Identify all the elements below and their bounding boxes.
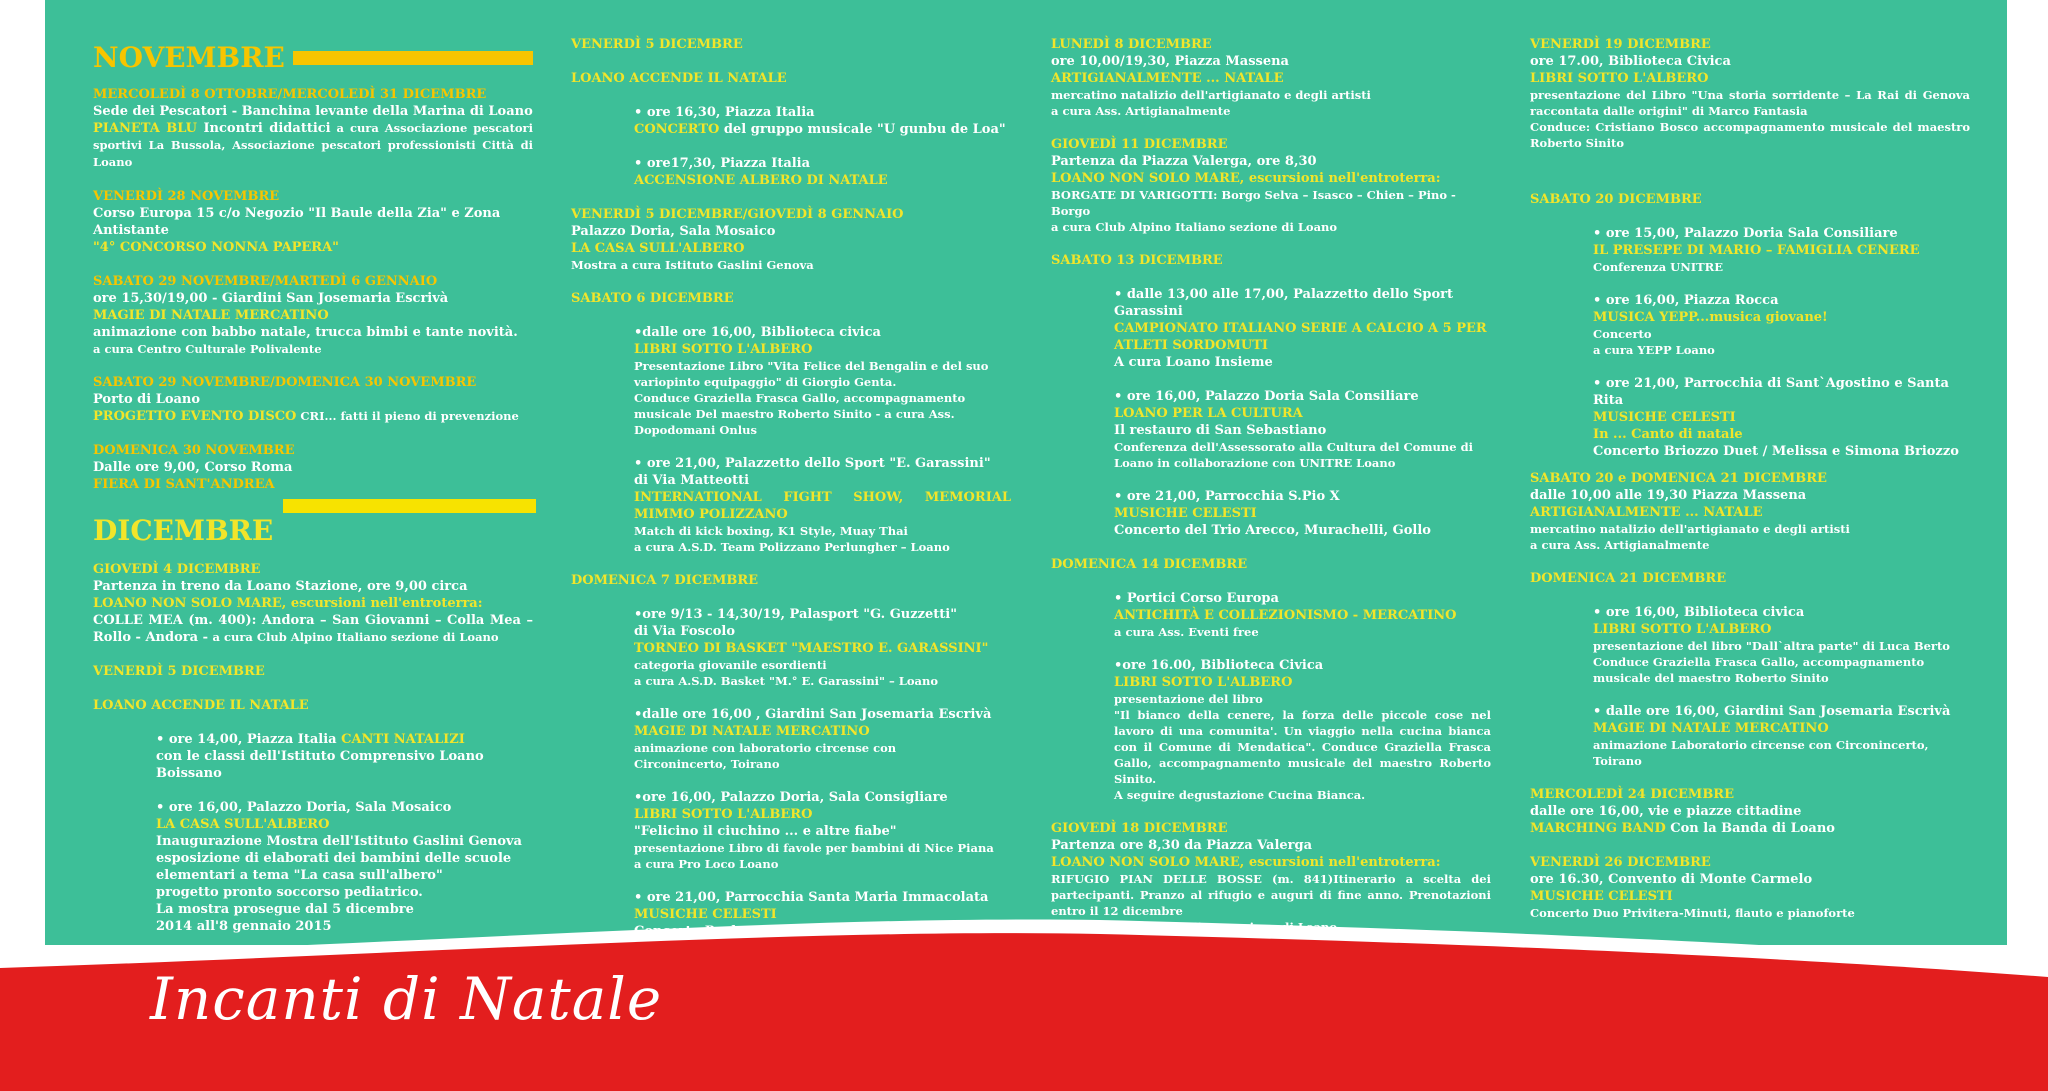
event-item: DOMENICA 7 DICEMBRE xyxy=(571,573,759,588)
event-item: VENERDÌ 5 DICEMBRE LOANO ACCENDE IL NATALE xyxy=(93,664,309,713)
sub-event-item: •dalle ore 16,00, Biblioteca civica LIBRI SOTTO L'ALBERO Presentazione Libro "Vita Felice del Bengalin e del suo variopinto equipaggio" di Giorgio Genta. Conduce Graziella Frasca Gallo, accompagnamento musicale Del maestro Roberto Sinito - a cura Ass. Dopodomani Onlus xyxy=(634,325,989,437)
sub-event-item: • ore 14,00, Piazza Italia CANTI NATALIZI con le classi dell'Istituto Comprensivo Loano Boissano xyxy=(156,732,484,781)
column-3 xyxy=(1051,36,1491,952)
event-item: MERCOLEDÌ 8 OTTOBRE/MERCOLEDÌ 31 DICEMBRE Sede dei Pescatori - Banchina levante della Marina di Loano PIANETA BLU Incontri didattici a cura Associazione pescatori sportivi La Bussola, Associazione pescatori professionisti Città di Loano xyxy=(93,87,533,169)
event-item: SABATO 20 DICEMBRE xyxy=(1530,192,1702,207)
sub-event-item: • ore17,30, Piazza Italia ACCENSIONE ALBERO DI NATALE xyxy=(634,156,888,188)
event-item: LUNEDÌ 8 DICEMBRE ore 10,00/19,30, Piazza Massena ARTIGIANALMENTE ... NATALE mercatino natalizio dell'artigianato e degli artisti a cura Ass. Artigianalmente xyxy=(1051,37,1371,118)
sub-event-item: • ore 15,00, Palazzo Doria Sala Consiliare IL PRESEPE DI MARIO – FAMIGLIA CENERE Conferenza UNITRE xyxy=(1593,226,1920,274)
sub-event-item: • ore 16,00, Biblioteca civica LIBRI SOTTO L'ALBERO presentazione del libro "Dall`altra parte" di Luca Berto Conduce Graziella Frasca Gallo, accompagnamento musicale del maestro Roberto Sinito xyxy=(1593,605,1950,685)
month-heading-dicembre: DICEMBRE xyxy=(93,513,533,549)
sub-event-item: •ore 9/13 - 14,30/19, Palasport "G. Guzzetti" di Via Foscolo TORNEO DI BASKET "MAESTRO E. GARASSINI" categoria giovanile esordienti a cura A.S.D. Basket "M.° E. Garassini" – Loano xyxy=(634,607,989,688)
sub-event-item: •ore 16,00, Palazzo Doria, Sala Consigliare LIBRI SOTTO L'ALBERO "Felicino il ciuchino ... e altre fiabe" presentazione Libro di favole per bambini di Nice Piana a cura Pro Loco Loano xyxy=(634,790,994,871)
sub-event-item: • ore 21,00, Parrocchia S.Pio X MUSICHE CELESTI Concerto del Trio Arecco, Murachelli, Gollo xyxy=(1114,489,1431,538)
event-item: VENERDÌ 5 DICEMBRE LOANO ACCENDE IL NATALE xyxy=(571,37,787,86)
sub-event-item: • dalle ore 16,00, Giardini San Josemaria Escrivà MAGIE DI NATALE MERCATINO animazione Laboratorio circense con Circonincerto, Toirano xyxy=(1593,704,1951,768)
event-item: DOMENICA 21 DICEMBRE xyxy=(1530,571,1727,586)
event-item: GIOVEDÌ 18 DICEMBRE Partenza ore 8,30 da Piazza Valerga LOANO NON SOLO MARE, escursioni nell'entroterra: RIFUGIO PIAN DELLE BOSSE (m. 841)Itinerario a scelta dei partecipanti. Pranzo al rifugio e auguri di fine anno. Prenotazioni entro il 12 dicembre a cura Club Alpino Italiano sezione di Loano xyxy=(1051,821,1491,934)
brochure-title: Incanti di Natale xyxy=(150,965,663,1033)
event-item: VENERDÌ 19 DICEMBRE ore 17.00, Biblioteca Civica LIBRI SOTTO L'ALBERO presentazione del Libro "Una storia sorridente – La Rai di Genova raccontata dalle origini" di Marco Fantasia Conduce: Cristiano Bosco accompagnamento musicale del maestro Roberto Sinito xyxy=(1530,37,1970,150)
event-item: DOMENICA 30 NOVEMBRE Dalle ore 9,00, Corso Roma FIERA DI SANT'ANDREA xyxy=(93,443,295,492)
sub-event-item: • Portici Corso Europa ANTICHITÀ E COLLEZIONISMO - MERCATINO a cura Ass. Eventi free xyxy=(1114,591,1457,639)
event-item: GIOVEDÌ 11 DICEMBRE Partenza da Piazza Valerga, ore 8,30 LOANO NON SOLO MARE, escursioni nell'entroterra: BORGATE DI VARIGOTTI: Borgo Selva – Isasco – Chien – Pino - Borgo a cura Club Alpino Italiano sezione di Loano xyxy=(1051,137,1456,234)
column-1 xyxy=(93,36,533,952)
event-item: GIOVEDÌ 4 DICEMBRE Partenza in treno da Loano Stazione, ore 9,00 circa LOANO NON SOLO MARE, escursioni nell'entroterra: COLLE MEA (m. 400): Andora – San Giovanni – Colla Mea – Rollo - Andora - a cura Club Alpino Italiano sezione di Loano xyxy=(93,562,533,645)
event-item: MERCOLEDÌ 24 DICEMBRE dalle ore 16,00, vie e piazze cittadine MARCHING BAND Con la Banda di Loano xyxy=(1530,787,1835,836)
event-item: VENERDÌ 28 NOVEMBRE Corso Europa 15 c/o Negozio "Il Baule della Zia" e Zona Antistante "4° CONCORSO NONNA PAPERA" xyxy=(93,189,501,255)
sub-event-item: • ore 16,00, Piazza Rocca MUSICA YEPP...musica giovane! Concerto a cura YEPP Loano xyxy=(1593,293,1828,357)
sub-event-item: • dalle 13,00 alle 17,00, Palazzetto dello Sport Garassini CAMPIONATO ITALIANO SERIE A CALCIO A 5 PER ATLETI SORDOMUTI A cura Loano Insieme xyxy=(1114,287,1487,370)
sub-event-item: • ore 21,00, Parrocchia Santa Maria Immacolata MUSICHE CELESTI Concerto Paola Arecco xyxy=(634,890,989,939)
heading-bar xyxy=(283,499,536,513)
sub-event-item: • ore 16,00, Palazzo Doria Sala Consiliare LOANO PER LA CULTURA Il restauro di San Sebastiano Conferenza dell'Assessorato alla Cultura del Comune di Loano in collaborazione con UNITRE Loano xyxy=(1114,389,1473,470)
sub-event-item: •ore 16.00, Biblioteca Civica LIBRI SOTTO L'ALBERO presentazione del libro "Il bianco della cenere, la forza delle piccole cose nel lavoro di una comunita'. Un viaggio nella cucina bianca con il Comune di Mendatica". Conduce Graziella Frasca Gallo, accompagnamento musicale del maestro Roberto Sinito. A seguire degustazione Cucina Bianca. xyxy=(1114,658,1491,802)
event-item: SABATO 6 DICEMBRE xyxy=(571,291,734,306)
month-heading-novembre: NOVEMBRE xyxy=(93,40,533,76)
event-item: VENERDÌ 5 DICEMBRE/GIOVEDÌ 8 GENNAIO Palazzo Doria, Sala Mosaico LA CASA SULL'ALBERO Mostra a cura Istituto Gaslini Genova xyxy=(571,207,904,272)
heading-bar xyxy=(293,51,533,65)
event-item: DOMENICA 14 DICEMBRE xyxy=(1051,557,1248,572)
sub-event-item: • ore 16,30, Piazza Italia CONCERTO del gruppo musicale "U gunbu de Loa" xyxy=(634,105,1006,137)
column-4 xyxy=(1530,36,1970,938)
sub-event-item: •dalle ore 16,00 , Giardini San Josemaria Escrivà MAGIE DI NATALE MERCATINO animazione con laboratorio circense con Circonincerto, Toirano xyxy=(634,707,992,771)
sub-event-item: • ore 21,00, Palazzetto dello Sport "E. Garassini" di Via Matteotti INTERNATIONAL FIGHT SHOW, MEMORIAL MIMMO POLIZZANO Match di kick boxing, K1 Style, Muay Thai a cura A.S.D. Team Polizzano Perlungher – Loano xyxy=(634,456,1011,554)
event-item: VENERDÌ 26 DICEMBRE ore 16.30, Convento di Monte Carmelo MUSICHE CELESTI Concerto Duo Privitera-Minuti, flauto e pianoforte xyxy=(1530,855,1855,920)
sub-event-item: • ore 21,00, Parrocchia di Sant`Agostino e Santa Rita MUSICHE CELESTI In ... Canto di natale Concerto Briozzo Duet / Melissa e Simona Briozzo xyxy=(1593,376,1959,459)
event-item: SABATO 29 NOVEMBRE/DOMENICA 30 NOVEMBRE Porto di Loano PROGETTO EVENTO DISCO CRI... fatti il pieno di prevenzione xyxy=(93,375,519,424)
event-item: SABATO 20 e DOMENICA 21 DICEMBRE dalle 10,00 alle 19,30 Piazza Massena ARTIGIANALMENTE ... NATALE mercatino natalizio dell'artigianato e degli artisti a cura Ass. Artigianalmente xyxy=(1530,471,1850,552)
event-item: SABATO 29 NOVEMBRE/MARTEDÌ 6 GENNAIO ore 15,30/19,00 - Giardini San Josemaria Escrivà MAGIE DI NATALE MERCATINO animazione con babbo natale, trucca bimbi e tante novità. a cura Centro Culturale Polivalente xyxy=(93,274,518,356)
sub-event-item: • ore 16,00, Palazzo Doria, Sala Mosaico LA CASA SULL'ALBERO Inaugurazione Mostra dell'Istituto Gaslini Genova esposizione di elaborati dei bambini delle scuole elementari a tema "La casa sull'albero" progetto pronto soccorso pediatrico. La mostra prosegue dal 5 dicembre 2014 all'8 gennaio 2015 xyxy=(156,800,522,934)
column-2 xyxy=(571,36,1011,957)
event-item: SABATO 13 DICEMBRE xyxy=(1051,253,1223,268)
